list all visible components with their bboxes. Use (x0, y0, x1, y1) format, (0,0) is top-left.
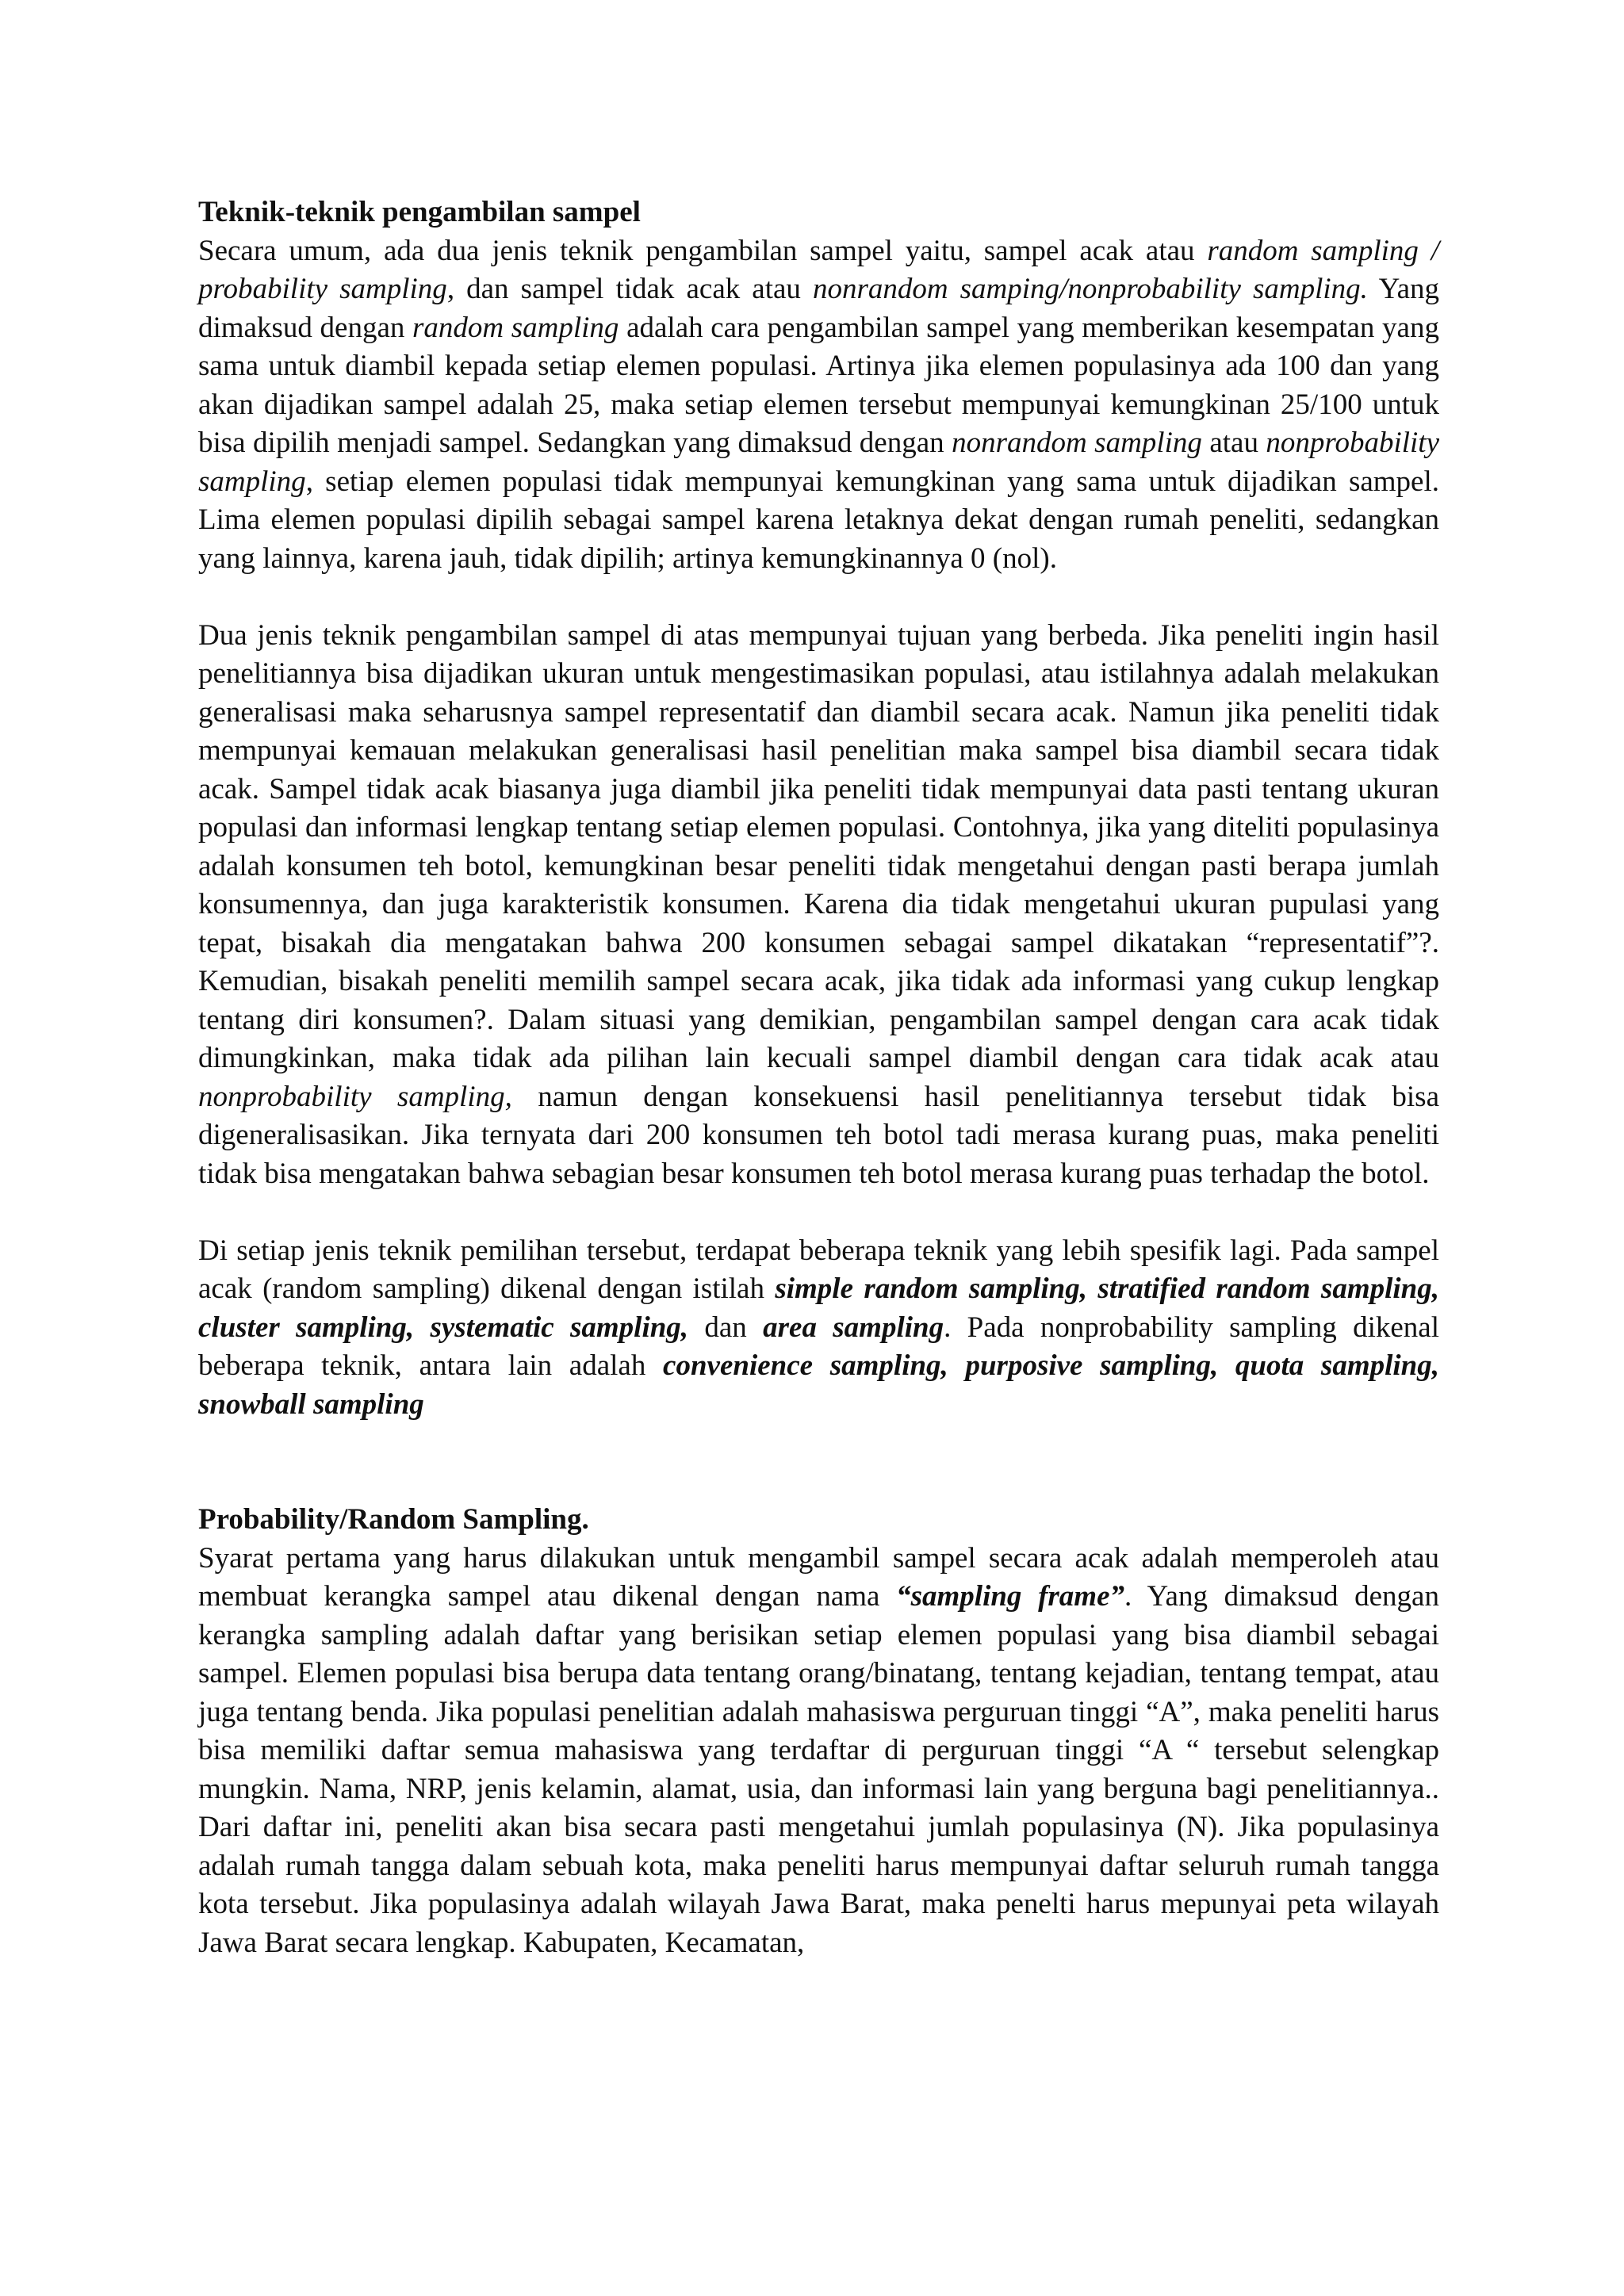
paragraph-sampling-purpose: Dua jenis teknik pengambilan sampel di atas mempunyai tujuan yang berbeda. Jika peneliti ingin hasil penelitiannya bisa dijadikan ukuran untuk mengestimasikan populasi, atau istilahnya adalah melakukan generalisasi maka seharusnya sampel representatif dan diambil secara acak. Namun jika peneliti tidak mempunyai kemauan melakukan generalisasi hasil penelitian maka sampel bisa diambil secara tidak acak. Sampel tidak acak biasanya juga diambil jika peneliti tidak mempunyai data pasti tentang ukuran populasi dan informasi lengkap tentang setiap elemen populasi. Contohnya, jika yang diteliti populasinya adalah konsumen teh botol, kemungkinan besar peneliti tidak mengetahui dengan pasti berapa jumlah konsumennya, dan juga karakteristik konsumen. Karena dia tidak mengetahui ukuran pupulasi yang tepat, bisakah dia mengatakan bahwa 200 konsumen sebagai sampel dikatakan “representatif”?. Kemudian, bisakah peneliti memilih sampel secara acak, jika tidak ada informasi yang cukup lengkap tentang diri konsumen?. Dalam situasi yang demikian, pengambilan sampel dengan cara acak tidak dimungkinkan, maka tidak ada pilihan lain kecuali sampel diambil dengan cara tidak acak atau nonprobability sampling, namun dengan konsekuensi hasil penelitiannya tersebut tidak bisa digeneralisasikan. Jika ternyata dari 200 konsumen teh botol tadi merasa kurang puas, maka peneliti tidak bisa mengatakan bahwa sebagian besar konsumen teh botol merasa kurang puas terhadap the botol. (198, 618, 1439, 1190)
section-heading-sampling-techniques: Teknik-teknik pengambilan sampel (198, 196, 641, 228)
paragraph-specific-techniques: Di setiap jenis teknik pemilihan tersebut, terdapat beberapa teknik yang lebih spesifik lagi. Pada sampel acak (random sampling) dikenal dengan istilah simple random sampling, stratified random sampling, cluster sampling, systematic sampling, dan area sampling. Pada nonprobability sampling dikenal beberapa teknik, antara lain adalah convenience sampling, purposive sampling, quota sampling, snowball sampling (198, 1234, 1439, 1421)
paragraph-spacer (198, 578, 1439, 617)
paragraph-sampling-types: Secara umum, ada dua jenis teknik pengambilan sampel yaitu, sampel acak atau random sampling / probability sampling, dan sampel tidak acak atau nonrandom samping/nonprobability sampling. Yang dimaksud dengan random sampling adalah cara pengambilan sampel yang memberikan kesempatan yang sama untuk diambil kepada setiap elemen populasi. Artinya jika elemen populasinya ada 100 dan yang akan dijadikan sampel adalah 25, maka setiap elemen tersebut mempunyai kemungkinan 25/100 untuk bisa dipilih menjadi sampel. Sedangkan yang dimaksud dengan nonrandom sampling atau nonprobability sampling, setiap elemen populasi tidak mempunyai kemungkinan yang sama untuk dijadikan sampel. Lima elemen populasi dipilih sebagai sampel karena letaknya dekat dengan rumah peneliti, sedangkan yang lainnya, karena jauh, tidak dipilih; artinya kemungkinannya 0 (nol). (198, 234, 1440, 575)
document-page (198, 193, 1439, 1962)
section-heading-probability-sampling: Probability/Random Sampling. (198, 1503, 589, 1536)
paragraph-sampling-frame: Syarat pertama yang harus dilakukan untuk mengambil sampel secara acak adalah memperoleh atau membuat kerangka sampel atau dikenal dengan nama “sampling frame”. Yang dimaksud dengan kerangka sampling adalah daftar yang berisikan setiap elemen populasi yang bisa diambil sebagai sampel. Elemen populasi bisa berupa data tentang orang/binatang, tentang kejadian, tentang tempat, atau juga tentang benda. Jika populasi penelitian adalah mahasiswa perguruan tinggi “A”, maka peneliti harus bisa memiliki daftar semua mahasiswa yang terdaftar di perguruan tinggi “A “ tersebut selengkap mungkin. Nama, NRP, jenis kelamin, alamat, usia, dan informasi lain yang berguna bagi penelitiannya.. Dari daftar ini, peneliti akan bisa secara pasti mengetahui jumlah populasinya (N). Jika populasinya adalah rumah tangga dalam sebuah kota, maka peneliti harus mempunyai daftar seluruh rumah tangga kota tersebut. Jika populasinya adalah wilayah Jawa Barat, maka penelti harus mepunyai peta wilayah Jawa Barat secara lengkap. Kabupaten, Kecamatan, (198, 1541, 1439, 1959)
paragraph-spacer (198, 1193, 1439, 1232)
section-spacer (198, 1424, 1439, 1501)
